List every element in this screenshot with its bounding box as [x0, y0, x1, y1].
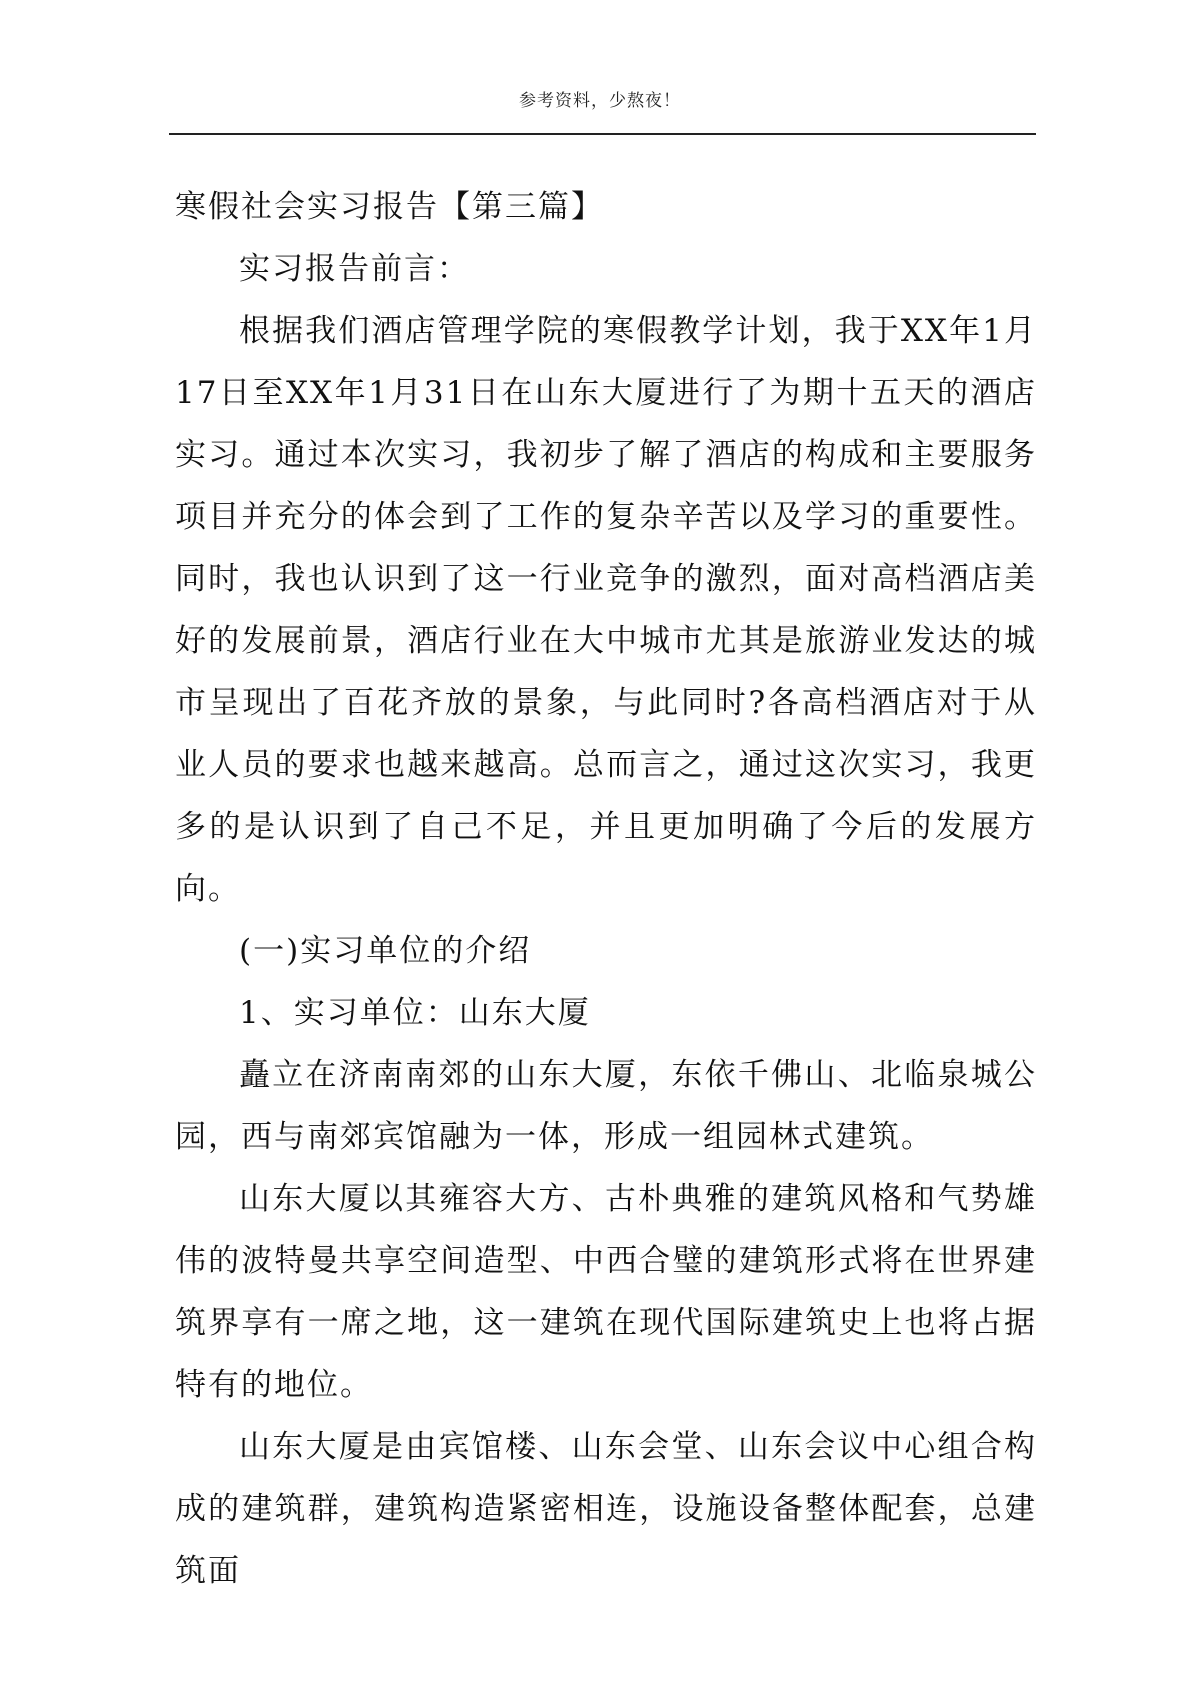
paragraph-architecture: 山东大厦以其雍容大方、古朴典雅的建筑风格和气势雄伟的波特曼共享空间造型、中西合璧的建筑形式将在世界建筑界享有一席之地，这一建筑在现代国际建筑史上也将占据特有的地位。: [175, 1181, 1037, 1403]
page-header: 参考资料，少熬夜！: [519, 91, 681, 111]
paragraph-building-complex: 山东大厦是由宾馆楼、山东会堂、山东会议中心组合构成的建筑群，建筑构造紧密相连，设施设备整体配套，总建筑面: [175, 1429, 1037, 1589]
subsection-heading-unit: 1、实习单位：山东大厦: [239, 995, 591, 1031]
paragraph-location: 矗立在济南南郊的山东大厦，东依千佛山、北临泉城公园，西与南郊宾馆融为一体，形成一组园林式建筑。: [175, 1057, 1037, 1155]
paragraph-preface-heading: 实习报告前言：: [239, 251, 470, 287]
section-heading-unit-intro: (一)实习单位的介绍: [239, 933, 532, 969]
header-divider: [169, 133, 1036, 135]
paragraph-preface-body: 根据我们酒店管理学院的寒假教学计划，我于XX年1月17日至XX年1月31日在山东大厦进行了为期十五天的酒店实习。通过本次实习，我初步了解了酒店的构成和主要服务项目并充分的体会到了工作的复杂辛苦以及学习的重要性。同时，我也认识到了这一行业竞争的激烈，面对高档酒店美好的发展前景，酒店行业在大中城市尤其是旅游业发达的城市呈现出了百花齐放的景象，与此同时?各高档酒店对于从业人员的要求也越来越高。总而言之，通过这次实习，我更多的是认识到了自己不足，并且更加明确了今后的发展方向。: [175, 313, 1037, 907]
document-title: 寒假社会实习报告【第三篇】: [175, 189, 604, 225]
document-body: [175, 176, 1037, 1602]
